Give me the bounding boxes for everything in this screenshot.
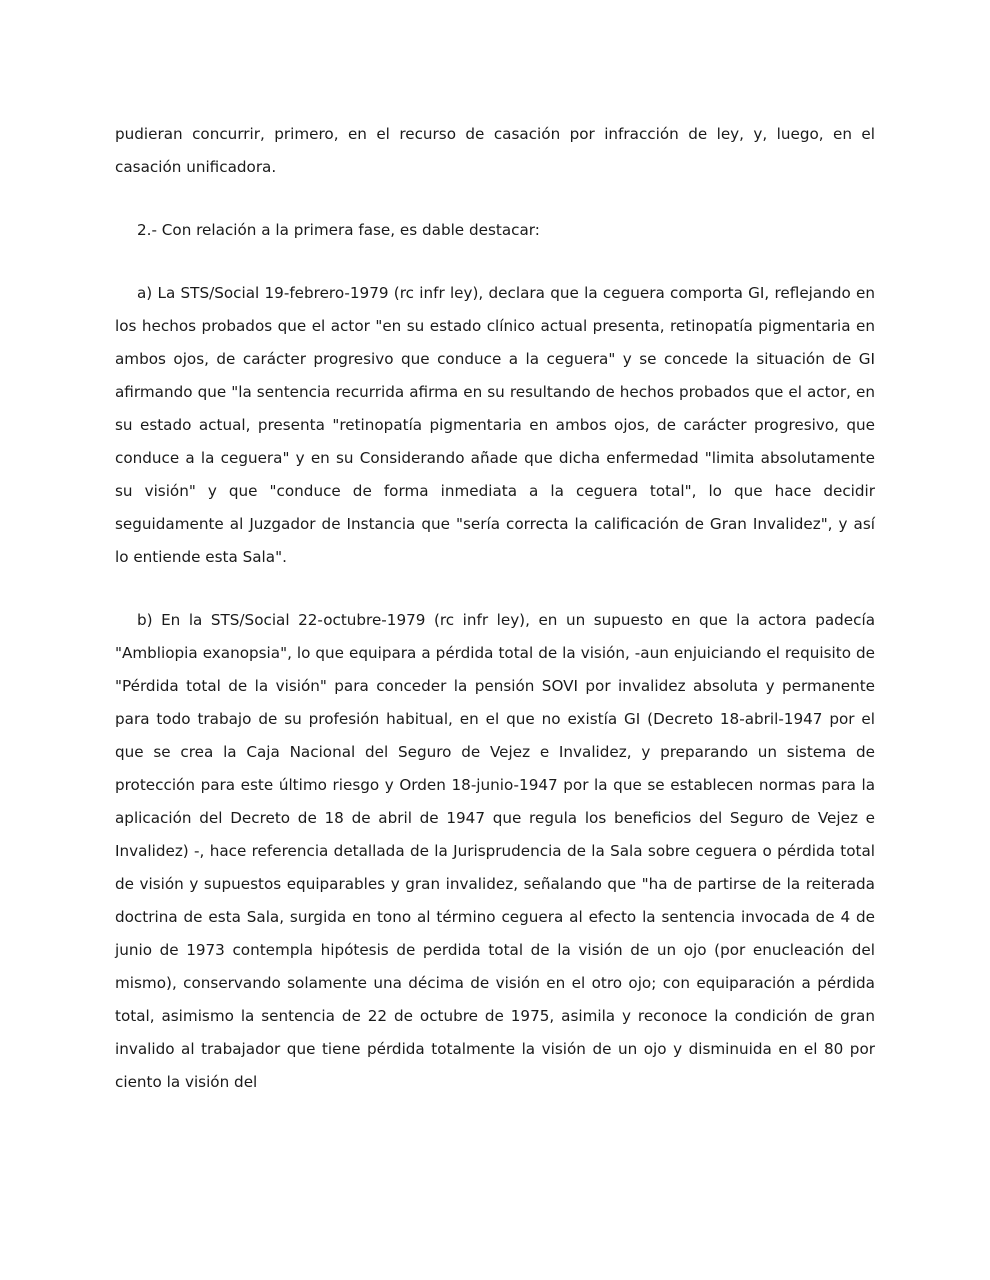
document-body (115, 118, 875, 1099)
paragraph-item-b: b) En la STS/Social 22-octubre-1979 (rc infr ley), en un supuesto en que la actora padecía "Ambliopia exanopsia", lo que equipara a pérdida total de la visión, -aun enjuiciando el requisito de "Pérdida total de la visión" para conceder la pensión SOVI por invalidez absoluta y permanente para todo trabajo de su profesión habitual, en el que no existía GI (Decreto 18-abril-1947 por el que se crea la Caja Nacional del Seguro de Vejez e Invalidez, y preparando un sistema de protección para este último riesgo y Orden 18-junio-1947 por la que se establecen normas para la aplicación del Decreto de 18 de abril de 1947 que regula los beneficios del Seguro de Vejez e Invalidez) -, hace referencia detallada de la Jurisprudencia de la Sala sobre ceguera o pérdida total de visión y supuestos equiparables y gran invalidez, señalando que "ha de partirse de la reiterada doctrina de esta Sala, surgida en tono al término ceguera al efecto la sentencia invocada de 4 de junio de 1973 contempla hipótesis de perdida total de la visión de un ojo (por enucleación del mismo), conservando solamente una décima de visión en el otro ojo; con equiparación a pérdida total, asimismo la sentencia de 22 de octubre de 1975, asimila y reconoce la condición de gran invalido al trabajador que tiene pérdida totalmente la visión de un ojo y disminuida en el 80 por ciento la visión del (115, 610, 875, 1091)
paragraph-item-a: a) La STS/Social 19-febrero-1979 (rc infr ley), declara que la ceguera comporta GI, reflejando en los hechos probados que el actor "en su estado clínico actual presenta, retinopatía pigmentaria en ambos ojos, de carácter progresivo que conduce a la ceguera" y se concede la situación de GI afirmando que "la sentencia recurrida afirma en su resultando de hechos probados que el actor, en su estado actual, presenta "retinopatía pigmentaria en ambos ojos, de carácter progresivo, que conduce a la ceguera" y en su Considerando añade que dicha enfermedad "limita absolutamente su visión" y que "conduce de forma inmediata a la ceguera total", lo que hace decidir seguidamente al Juzgador de Instancia que "sería correcta la calificación de Gran Invalidez", y así lo entiende esta Sala". (115, 283, 875, 566)
paragraph-intro: pudieran concurrir, primero, en el recurso de casación por infracción de ley, y, luego, en el casación unificadora. (115, 125, 875, 176)
paragraph-spacer (115, 247, 875, 277)
paragraph-spacer (115, 184, 875, 214)
paragraph-spacer (115, 574, 875, 604)
paragraph-item-2: 2.- Con relación a la primera fase, es dable destacar: (137, 220, 540, 239)
